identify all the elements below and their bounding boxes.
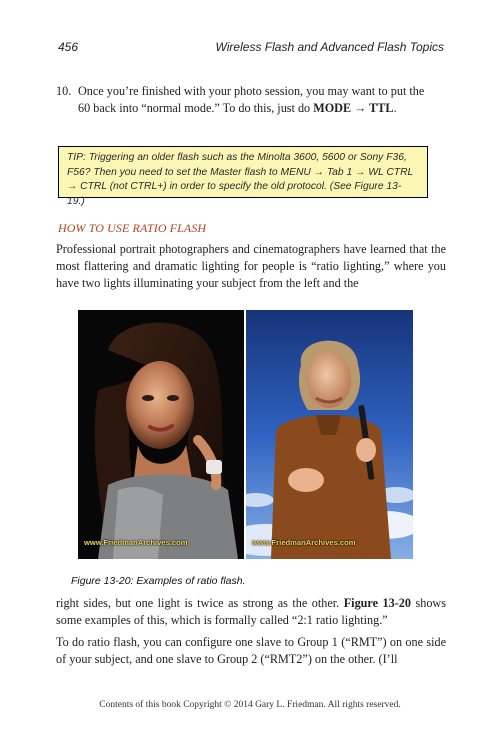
figure-reference: Figure 13-20 [343, 596, 411, 610]
step-number: 10. [56, 84, 72, 98]
body-paragraph: Professional portrait photographers and cinematographers have learned that the most flattering and dramatic lighting for people is “ratio lighting,” where you have two lights illuminating your subject from the left and the [56, 242, 446, 290]
portrait-man-illustration [246, 310, 413, 559]
step-text-line2: 60 back into “normal mode.” To do this, just do [78, 101, 314, 115]
watermark-right: www.FriedmanArchives.com [252, 538, 356, 547]
portrait-photo-man [246, 310, 413, 559]
body-paragraph [56, 595, 446, 629]
portrait-photo-woman [78, 310, 244, 559]
paragraph-text: shows some examples of this, which is formally called “2:1 ratio lighting.” [56, 596, 446, 627]
step-text-line1: Once you’re finished with your photo session, you may want to put the [78, 84, 425, 98]
body-paragraph: To do ratio flash, you can configure one slave to Group 1 (“RMT”) on one side of your subject, and one slave to Group 2 (“RMT2”) on the other. (I’ll [56, 635, 446, 666]
step-text-end: . [393, 101, 397, 115]
figure-caption: Figure 13-20: Examples of ratio flash. [71, 575, 246, 587]
paragraph-text: right sides, but one light is twice as strong as the other. [56, 596, 344, 610]
numbered-step [56, 83, 446, 117]
portrait-woman-illustration [78, 310, 244, 559]
tip-box [58, 146, 428, 207]
section-heading: HOW TO USE RATIO FLASH [58, 221, 207, 235]
running-head: Wireless Flash and Advanced Flash Topics [215, 40, 444, 54]
copyright-footer: Contents of this book Copyright © 2014 Gary L. Friedman. All rights reserved. [99, 700, 401, 710]
watermark-left: www.FriedmanArchives.com [84, 538, 188, 547]
tip-text: TIP: Triggering an older flash such as the Minolta 3600, 5600 or Sony F36, F56? Then you need to set the Master flash to MENU → Tab 1 → WL CTRL → CTRL (not CTRL+) in order to specify the old protocol. (See Figure 13-19.) [67, 152, 414, 207]
step-command: MODE → TTL [313, 101, 394, 115]
page-number: 456 [58, 40, 79, 54]
